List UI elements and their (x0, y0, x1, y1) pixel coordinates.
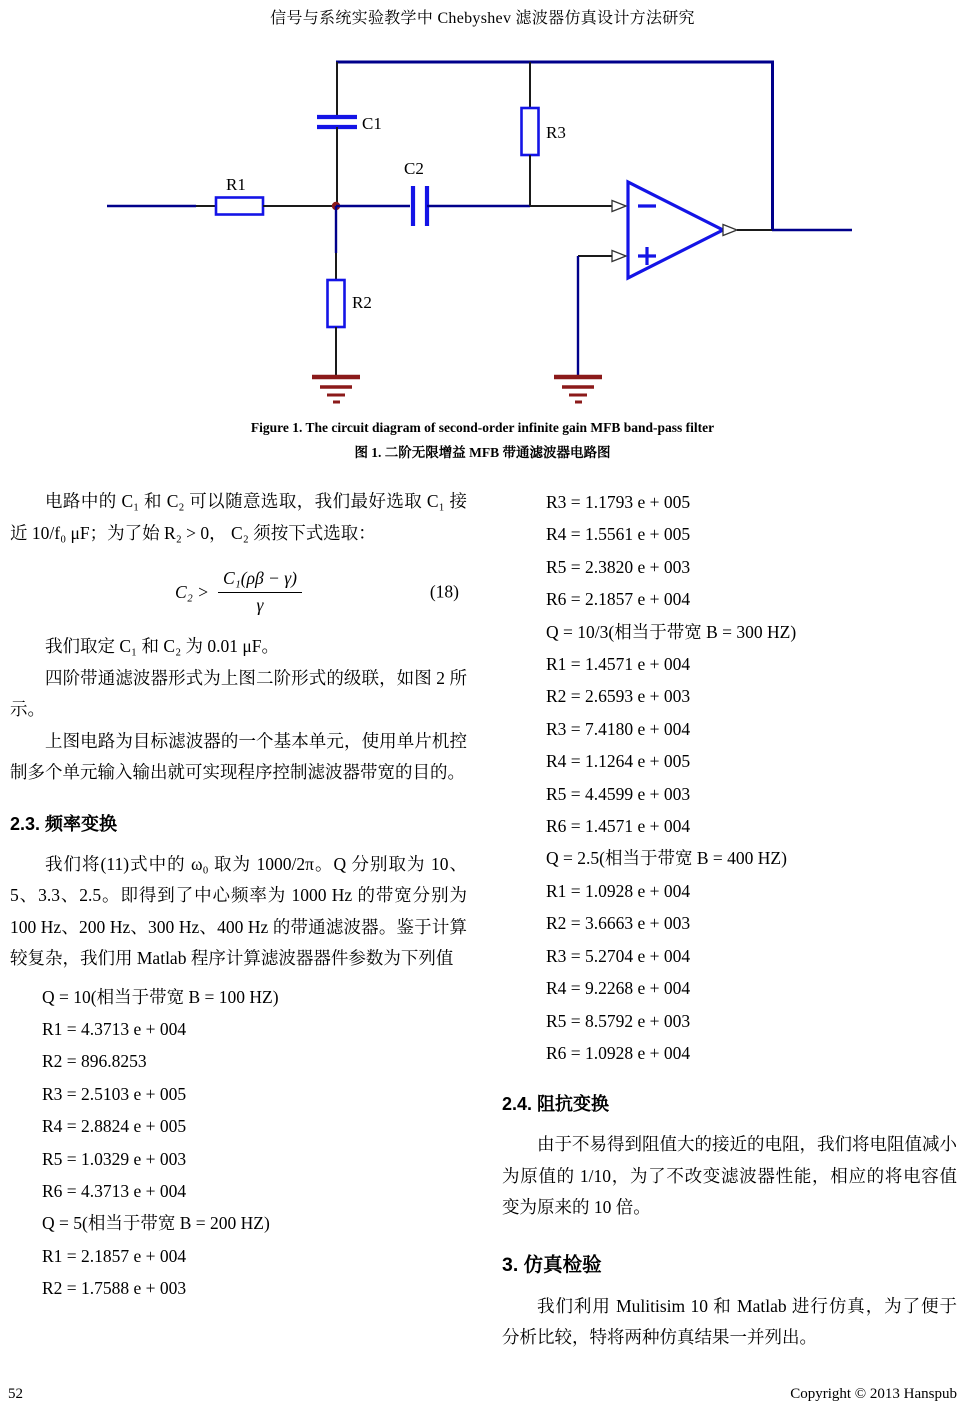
parameter-list-right (502, 486, 957, 1069)
label-r2: R2 (352, 293, 372, 312)
paragraph: 我们取定 C₁ 和 C₂ 为 0.01 μF。 (45, 636, 280, 656)
label-c2: C2 (404, 159, 424, 178)
parameter-list-left (10, 981, 467, 1305)
resistor-r2 (328, 280, 345, 327)
label-c1: C1 (362, 114, 382, 133)
parameter-line: R4 = 1.1264 e + 005 (546, 751, 691, 772)
paragraph: 我们利用 Mulitisim 10 和 Matlab 进行仿真，为了便于分析比较，特将两种仿真结果一并列出。 (502, 1295, 957, 1348)
parameter-line: R5 = 8.5792 e + 003 (546, 1010, 691, 1031)
page-number: 52 (8, 1386, 23, 1402)
parameter-line: R4 = 2.8824 e + 005 (42, 1116, 187, 1137)
parameter-line: R1 = 1.4571 e + 004 (546, 654, 691, 675)
circuit-diagram (0, 52, 965, 412)
opamp-minus-input-arrow (612, 201, 626, 212)
paragraph: 我们将(11)式中的 ω₀ 取为 1000/2π。Q 分别取为 10、5、3.3、2.5。即得到了中心频率为 1000 Hz 的带宽分别为 100 Hz、200 Hz、300 Hz、400 Hz 的带通滤波器。鉴于计算较复杂，我们用 Matlab 程序计算滤波器器件参数为下列值 (10, 853, 467, 968)
label-r3: R3 (546, 123, 566, 142)
paragraph: 由于不易得到阻值大的接近的电阻，我们将电阻值减小为原值的 1/10，为了不改变滤波器性能，相应的将电容值变为原来的 10 倍。 (502, 1134, 957, 1218)
opamp-plus-input-arrow (612, 251, 626, 262)
parameter-line: R4 = 9.2268 e + 004 (546, 978, 691, 999)
opamp-triangle (628, 182, 723, 278)
left-column (10, 486, 467, 1305)
right-column (502, 486, 957, 1354)
paragraph: 电路中的 C₁ 和 C₂ 可以随意选取，我们最好选取 C₁ 接近 10/f₀ μF；为了始 R₂ > 0， C₂ 须按下式选取： (10, 491, 467, 543)
parameter-line: R3 = 1.1793 e + 005 (546, 492, 691, 512)
parameter-line: R1 = 4.3713 e + 004 (42, 1018, 187, 1039)
paragraph: 上图电路为目标滤波器的一个基本单元，使用单片机控制多个单元输入输出就可实现程序控制滤波器带宽的目的。 (10, 730, 467, 782)
parameter-line: R5 = 2.3820 e + 003 (546, 556, 691, 577)
page-footer (8, 1386, 957, 1403)
parameter-line: Q = 10/3(相当于带宽 B = 300 HZ) (546, 621, 797, 642)
equation-lhs: C₂ > (175, 581, 209, 602)
parameter-line: Q = 10(相当于带宽 B = 100 HZ) (42, 986, 279, 1007)
parameter-line: R5 = 1.0329 e + 003 (42, 1148, 187, 1169)
parameter-line: R3 = 7.4180 e + 004 (546, 718, 691, 739)
section-heading-2-4: 2.4. 阻抗变换 (502, 1094, 610, 1115)
ground-symbol-right (554, 377, 602, 402)
resistor-r3 (522, 108, 539, 155)
figure-caption-en: Figure 1. The circuit diagram of second-order infinite gain MFB band-pass filter (250, 420, 715, 435)
parameter-line: R6 = 1.0928 e + 004 (546, 1042, 691, 1063)
parameter-line: R2 = 1.7588 e + 003 (42, 1278, 187, 1299)
parameter-line: R3 = 5.2704 e + 004 (546, 945, 691, 966)
parameter-line: R2 = 2.6593 e + 003 (546, 686, 691, 707)
parameter-line: Q = 5(相当于带宽 B = 200 HZ) (42, 1213, 270, 1234)
parameter-line: R3 = 2.5103 e + 005 (42, 1083, 187, 1104)
figure-caption-zh: 图 1. 二阶无限增益 MFB 带通滤波器电路图 (354, 445, 611, 460)
section-heading-2-3: 2.3. 频率变换 (10, 813, 118, 834)
parameter-line: R6 = 4.3713 e + 004 (42, 1180, 187, 1201)
parameter-line: Q = 2.5(相当于带宽 B = 400 HZ) (546, 848, 787, 869)
section-heading-3: 3. 仿真检验 (502, 1253, 602, 1276)
parameter-line: R6 = 1.4571 e + 004 (546, 816, 691, 837)
parameter-line: R2 = 3.6663 e + 003 (546, 913, 691, 934)
equation-fraction (218, 568, 302, 617)
resistor-r1 (216, 198, 263, 215)
running-head-title: 信号与系统实验教学中 Chebyshev 滤波器仿真设计方法研究 (270, 10, 695, 27)
equation-numerator: C₁(ρβ − γ) (218, 568, 302, 593)
ground-symbol-left (312, 377, 360, 402)
parameter-line: R5 = 4.4599 e + 003 (546, 783, 691, 804)
equation-number: (18) (429, 581, 459, 602)
parameter-line: R1 = 2.1857 e + 004 (42, 1245, 187, 1266)
parameter-line: R4 = 1.5561 e + 005 (546, 524, 691, 545)
copyright-notice: Copyright © 2013 Hanspub (790, 1386, 957, 1402)
equation-18 (10, 559, 467, 625)
parameter-line: R6 = 2.1857 e + 004 (546, 589, 691, 610)
parameter-line: R2 = 896.8253 (42, 1051, 147, 1072)
label-r1: R1 (226, 175, 246, 194)
equation-denominator: γ (256, 594, 264, 615)
paragraph: 四阶带通滤波器形式为上图二阶形式的级联，如图 2 所示。 (10, 667, 467, 719)
parameter-line: R1 = 1.0928 e + 004 (546, 880, 691, 901)
opamp-output-arrow (723, 225, 737, 236)
